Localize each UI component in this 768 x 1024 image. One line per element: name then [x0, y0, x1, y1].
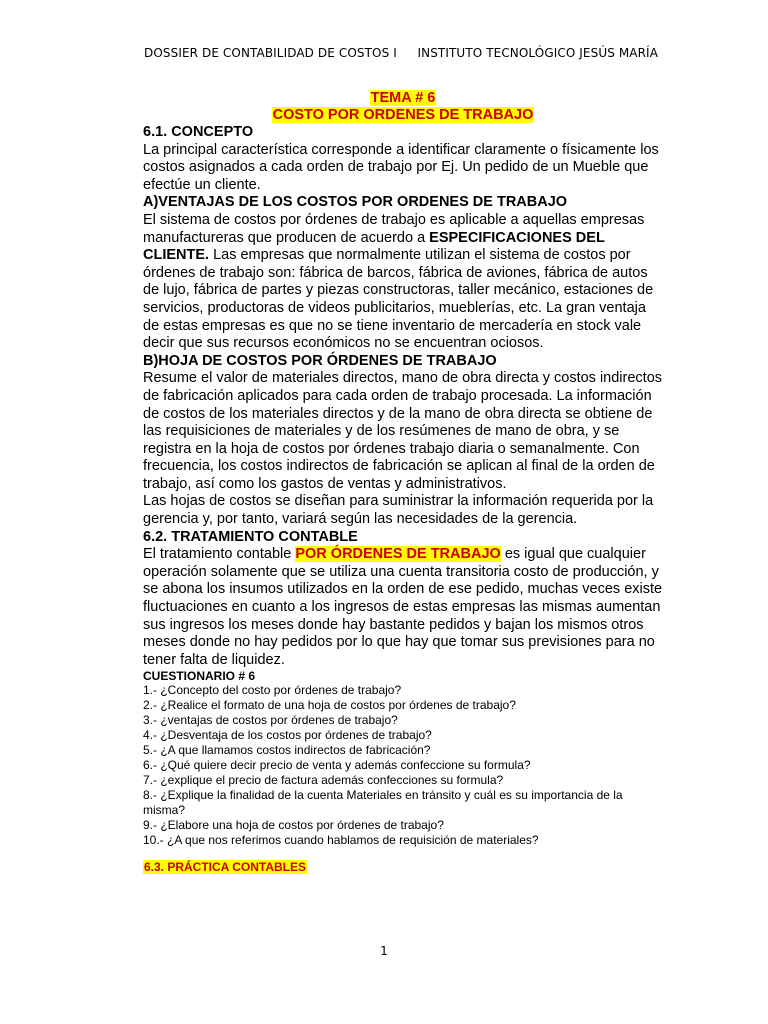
section-heading-accounting: 6.2. TRATAMIENTO CONTABLE [143, 528, 358, 545]
cost-sheet-paragraph-1: Resume el valor de materiales directos, mano de obra directa y costos indirectos de fabricación aplicados para cada orden de trabajo procesada. La información de costos de los materiales directos y de la mano de obra directa se obtiene de las requisiciones de materiales y de los resúmenes de mano de obra, y se registra en la hoja de costos por órdenes trabajo diaria o semanalmente. Con frecuencia, los costos indirectos de fabricación se aplican al final de la orden de trabajo, así como los gastos de ventas y administrativos. [143, 370, 663, 492]
question-item: 1.- ¿Concepto del costo por órdenes de trabajo? [143, 683, 402, 698]
accounting-paragraph: El tratamiento contable POR ÓRDENES DE TRABAJO es igual que cualquier operación solamente que se utiliza una cuenta transitoria costo de producción, y se abona los insumos utilizados en la orden de ese pedido, muchas veces existe fluctuaciones en cuanto a los ingresos de estas empresas las mismas aumentan sus ingresos los meses donde hay bastante pedidos y bajan los mismos otros meses donde no hay pedidos por lo que hay que tomar sus previsiones para no tener falta de liquidez. [143, 546, 663, 668]
topic-title: COSTO POR ORDENES DE TRABAJO [272, 107, 534, 123]
concept-paragraph: La principal característica corresponde a identificar claramente o físicamente los costos asignados a cada orden de trabajo por Ej. Un pedido de un Mueble que efectúe un cliente. [143, 141, 659, 193]
topic-number: TEMA # 6 [370, 90, 436, 106]
section-heading-advantages: A)VENTAJAS DE LOS COSTOS POR ORDENES DE TRABAJO [143, 194, 568, 211]
question-item: 3.- ¿ventajas de costos por órdenes de trabajo? [143, 713, 398, 728]
highlighted-phrase: POR ÓRDENES DE TRABAJO [295, 546, 501, 563]
question-item: 6.- ¿Qué quiere decir precio de venta y además confeccione su formula? [143, 758, 531, 773]
question-item: 5.- ¿A que llamamos costos indirectos de fabricación? [143, 743, 431, 758]
section-heading-cost-sheet: B)HOJA DE COSTOS POR ÓRDENES DE TRABAJO [143, 352, 497, 369]
question-item: 7.- ¿explique el precio de factura además confecciones su formula? [143, 773, 504, 788]
page-header [144, 46, 658, 60]
questionnaire-list [143, 683, 663, 848]
cost-sheet-paragraph-2: Las hojas de costos se diseñan para suministrar la información requerida por la gerencia y, por tanto, variará según las necesidades de la gerencia. [143, 493, 654, 528]
question-item: 2.- ¿Realice el formato de una hoja de costos por órdenes de trabajo? [143, 698, 516, 713]
question-item: 4.- ¿Desventaja de los costos por órdenes de trabajo? [143, 728, 432, 743]
question-item: 8.- ¿Explique la finalidad de la cuenta Materiales en tránsito y cuál es su importancia de la misma? [143, 788, 623, 818]
header-course-title: DOSSIER DE CONTABILIDAD DE COSTOS I [144, 46, 397, 60]
section-heading-concept: 6.1. CONCEPTO [143, 124, 254, 140]
document-body [143, 90, 663, 874]
questionnaire-heading: CUESTIONARIO # 6 [143, 669, 256, 684]
header-institute-name: INSTITUTO TECNOLÓGICO JESÚS MARÍA [417, 46, 658, 60]
page-number: 1 [380, 944, 388, 958]
question-item: 10.- ¿A que nos referimos cuando hablamos de requisición de materiales? [143, 833, 539, 848]
question-item: 9.- ¿Elabore una hoja de costos por órdenes de trabajo? [143, 818, 444, 833]
client-specs-bold: ESPECIFICACIONES DEL CLIENTE. [143, 229, 605, 264]
section-heading-practice: 6.3. PRÁCTICA CONTABLES [144, 860, 307, 875]
advantages-paragraph: El sistema de costos por órdenes de trabajo es aplicable a aquellas empresas manufactureras que producen de acuerdo a ESPECIFICACIONES DEL CLIENTE. Las empresas que normalmente utilizan el sistema de costos por órdenes de trabajo son: fábrica de barcos, fábrica de aviones, fábrica de autos de lujo, fábrica de partes y piezas constructoras, taller mecánico, estaciones de servicios, productoras de videos publicitarios, mueblerías, etc. La gran ventaja de estas empresas es que no se tiene inventario de mercadería en stock vale decir que sus recursos económicos no se encuentran ociosos. [143, 211, 654, 352]
